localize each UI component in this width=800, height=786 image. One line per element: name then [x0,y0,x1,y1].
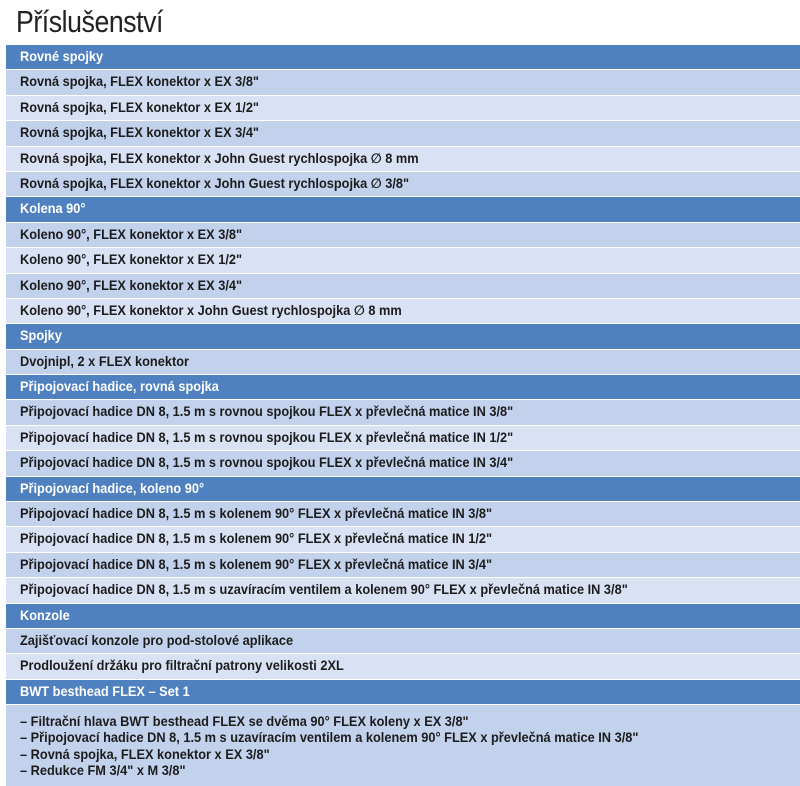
list-item: Rovná spojka, FLEX konektor x John Guest rychlospojka ∅ 3/8" [6,172,800,197]
accessories-table [6,45,800,786]
page-title: Příslušenství [16,4,164,39]
list-item: Připojovací hadice DN 8, 1.5 m s rovnou spojkou FLEX x převlečná matice IN 3/8" [6,400,800,425]
list-item: Rovná spojka, FLEX konektor x EX 3/8" [6,70,800,95]
list-item: Rovná spojka, FLEX konektor x John Guest rychlospojka ∅ 8 mm [6,147,800,172]
list-item: Připojovací hadice DN 8, 1.5 m s rovnou spojkou FLEX x převlečná matice IN 3/4" [6,451,800,476]
list-item: Zajišťovací konzole pro pod-stolové aplikace [6,629,800,654]
list-item: Koleno 90°, FLEX konektor x John Guest rychlospojka ∅ 8 mm [6,299,800,324]
section-header-couplings: Spojky [6,324,800,349]
section-header-hoses-elbow: Připojovací hadice, koleno 90° [6,477,800,502]
list-item: Prodloužení držáku pro filtrační patrony velikosti 2XL [6,654,800,679]
list-item: Připojovací hadice DN 8, 1.5 m s kolenem 90° FLEX x převlečná matice IN 1/2" [6,527,800,552]
set-contents [6,705,800,786]
list-item: Dvojnipl, 2 x FLEX konektor [6,350,800,375]
list-item: Připojovací hadice DN 8, 1.5 m s uzavíracím ventilem a kolenem 90° FLEX x převlečná matice IN 3/8" [6,578,800,603]
section-header-brackets: Konzole [6,604,800,629]
list-item: Koleno 90°, FLEX konektor x EX 3/8" [6,223,800,248]
set-line: – Připojovací hadice DN 8, 1.5 m s uzavíracím ventilem a kolenem 90° FLEX x převlečná matice IN 3/8" [20,730,639,746]
list-item: Rovná spojka, FLEX konektor x EX 3/4" [6,121,800,146]
section-header-straight-couplings: Rovné spojky [6,45,800,70]
list-item: Připojovací hadice DN 8, 1.5 m s kolenem 90° FLEX x převlečná matice IN 3/4" [6,553,800,578]
set-line: – Redukce FM 3/4" x M 3/8" [20,762,186,778]
section-header-hoses-straight: Připojovací hadice, rovná spojka [6,375,800,400]
list-item: Koleno 90°, FLEX konektor x EX 3/4" [6,274,800,299]
set-line: – Rovná spojka, FLEX konektor x EX 3/8" [20,746,270,762]
list-item: Koleno 90°, FLEX konektor x EX 1/2" [6,248,800,273]
list-item: Připojovací hadice DN 8, 1.5 m s kolenem 90° FLEX x převlečná matice IN 3/8" [6,502,800,527]
section-header-elbows: Kolena 90° [6,197,800,222]
list-item: Připojovací hadice DN 8, 1.5 m s rovnou spojkou FLEX x převlečná matice IN 1/2" [6,426,800,451]
set-line: – Filtrační hlava BWT besthead FLEX se dvěma 90° FLEX koleny x EX 3/8" [20,714,469,730]
list-item: Rovná spojka, FLEX konektor x EX 1/2" [6,96,800,121]
section-header-set: BWT besthead FLEX – Set 1 [6,680,800,705]
